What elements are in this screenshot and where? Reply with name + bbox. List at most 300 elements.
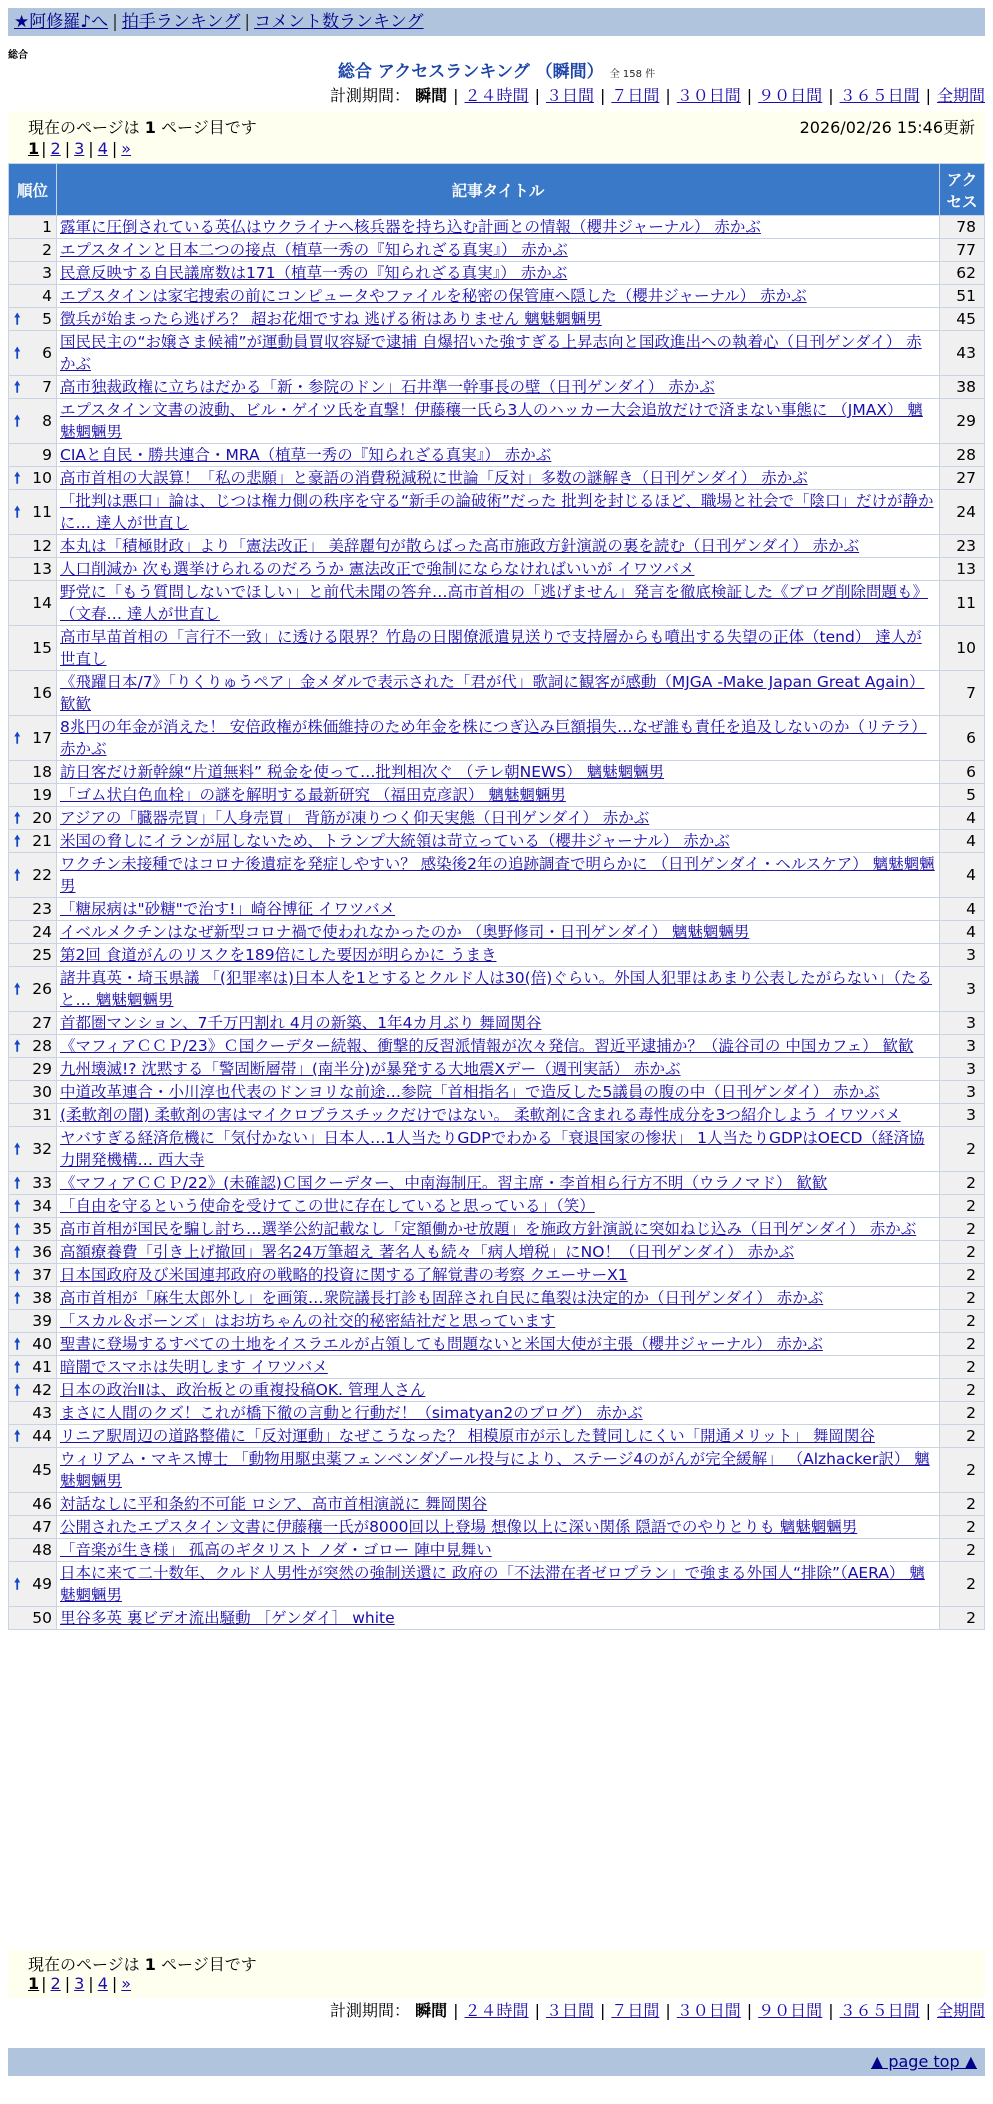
article-link[interactable]: まさに人間のクズ！これが橋下徹の言動と行動だ！（simatyan2のブログ） 赤かぶ (60, 1404, 643, 1422)
rank-cell (9, 1058, 57, 1081)
rank-number: 30 (32, 1083, 52, 1101)
period-current: 瞬間 (415, 86, 448, 105)
title-cell (57, 853, 940, 898)
article-link[interactable]: 公開されたエプスタイン文書に伊藤穰一氏が8000回以上登場 想像以上に深い関係 隠語でのやりとりも 魑魅魍魎男 (60, 1518, 858, 1536)
next-page-link[interactable]: » (121, 139, 132, 158)
access-count: 4 (940, 853, 985, 898)
rank-cell (9, 898, 57, 921)
article-link[interactable]: アジアの「臓器売買」「人身売買」 背筋が凍りつく仰天実態（日刊ゲンダイ） 赤かぶ (60, 809, 650, 827)
article-link[interactable]: 「自由を守るという使命を受けてこの世に存在していると思っている」（笑） (60, 1197, 595, 1215)
title-cell (57, 1035, 940, 1058)
rank-cell (9, 830, 57, 853)
rank-number: 17 (32, 729, 52, 747)
period-current: 瞬間 (415, 2001, 448, 2020)
article-link[interactable]: ヤバすぎる経済危機に「気付かない」日本人…1人当たりGDPでわかる「衰退国家の惨状」 1人当たりGDPはOECD（経済協力開発機構… 西大寺 (60, 1129, 925, 1169)
page-separator: | (41, 139, 47, 158)
column-header-title: 記事タイトル (57, 164, 940, 216)
access-count: 10 (940, 626, 985, 671)
table-row (9, 626, 985, 671)
article-link[interactable]: 日本国政府及び米国連邦政府の戦略的投資に関する了解覚書の考察 クエーサーX1 (60, 1266, 628, 1284)
period-separator: | (665, 86, 671, 105)
period-separator: | (534, 86, 540, 105)
rank-number: 35 (32, 1220, 52, 1238)
pager-bottom (8, 1950, 985, 1998)
article-link[interactable]: 対話なしに平和条約不可能 ロシア、高市首相演説に 舞岡関谷 (60, 1495, 488, 1513)
title-cell (57, 535, 940, 558)
access-count: 2 (940, 1356, 985, 1379)
rank-cell (9, 1241, 57, 1264)
access-count: 11 (940, 581, 985, 626)
page-link[interactable]: 2 (50, 1974, 61, 1993)
rank-number: 49 (32, 1575, 52, 1593)
rank-number: 45 (32, 1461, 52, 1479)
period-link[interactable]: ３０日間 (676, 2001, 741, 2020)
article-link[interactable]: 聖書に登場するすべての土地をイスラエルが占領しても問題ないと米国大使が主張（櫻井ジャーナル） 赤かぶ (60, 1335, 823, 1353)
access-count: 78 (940, 216, 985, 239)
rank-number: 22 (32, 866, 52, 884)
table-row (9, 262, 985, 285)
title-cell (57, 399, 940, 444)
title-cell (57, 376, 940, 399)
rank-cell (9, 1035, 57, 1058)
rank-cell (9, 558, 57, 581)
page-link[interactable]: 4 (97, 1974, 108, 1993)
title-cell (57, 1012, 940, 1035)
rank-cell (9, 716, 57, 761)
rank-number: 43 (32, 1404, 52, 1422)
rank-number: 34 (32, 1197, 52, 1215)
table-row (9, 581, 985, 626)
rank-cell (9, 581, 57, 626)
column-header-access: アクセス (940, 164, 985, 216)
access-count: 4 (940, 898, 985, 921)
article-link[interactable]: 本丸は「積極財政」より「憲法改正」 美辞麗句が散らばった高市施政方針演説の裏を読む（日刊ゲンダイ） 赤かぶ (60, 537, 860, 555)
article-link[interactable]: 高額療養費「引き上げ撤回」署名24万筆超え 著名人も続々「病人増税」にNO！（日刊ゲンダイ） 赤かぶ (60, 1243, 795, 1261)
period-link[interactable]: ３日間 (545, 86, 594, 105)
page-status-prefix: 現在のページは (28, 1955, 140, 1974)
column-header-rank: 順位 (9, 164, 57, 216)
rank-cell (9, 1562, 57, 1607)
rank-up-arrow-icon: 🠕 (14, 980, 21, 998)
rank-number: 8 (42, 412, 52, 430)
title-cell (57, 1539, 940, 1562)
rank-number: 21 (32, 832, 52, 850)
title-cell (57, 671, 940, 716)
title-cell (57, 1310, 940, 1333)
total-count: 全 158 件 (609, 69, 656, 80)
period-link[interactable]: ３６５日間 (839, 86, 920, 105)
article-link[interactable]: エプスタインと日本二つの接点（植草一秀の『知られざる真実』） 赤かぶ (60, 241, 568, 259)
period-link[interactable]: 全期間 (936, 2001, 985, 2020)
access-count: 2 (940, 1172, 985, 1195)
table-row (9, 1425, 985, 1448)
rank-number: 44 (32, 1427, 52, 1445)
table-row (9, 1081, 985, 1104)
table-row (9, 376, 985, 399)
access-count: 2 (940, 1448, 985, 1493)
table-row (9, 1012, 985, 1035)
access-count: 6 (940, 716, 985, 761)
period-link[interactable]: ３０日間 (676, 86, 741, 105)
access-count: 3 (940, 967, 985, 1012)
rank-up-arrow-icon: 🠕 (14, 469, 21, 487)
rank-up-arrow-icon: 🠕 (14, 1220, 21, 1238)
access-count: 3 (940, 944, 985, 967)
rank-up-arrow-icon: 🠕 (14, 1427, 21, 1445)
period-link[interactable]: ９０日間 (758, 2001, 823, 2020)
table-row (9, 1310, 985, 1333)
rank-cell (9, 1104, 57, 1127)
article-link[interactable]: 高市首相の大誤算！「私の悲願」と豪語の消費税減税に世論「反対」多数の謎解き（日刊ゲンダイ） 赤かぶ (60, 469, 808, 487)
table-row (9, 216, 985, 239)
table-row (9, 1218, 985, 1241)
title-cell (57, 967, 940, 1012)
period-link[interactable]: ３日間 (545, 2001, 594, 2020)
access-count: 2 (940, 1562, 985, 1607)
rank-number: 41 (32, 1358, 52, 1376)
rank-cell (9, 1264, 57, 1287)
rank-up-arrow-icon: 🠕 (14, 729, 21, 747)
article-link[interactable]: 中道改革連合・小川淳也代表のドンヨリな前途…参院「首相指名」で造反した5議員の腹の中（日刊ゲンダイ） 赤かぶ (60, 1083, 880, 1101)
table-row (9, 1195, 985, 1218)
rank-cell (9, 1012, 57, 1035)
access-count: 28 (940, 444, 985, 467)
table-row (9, 558, 985, 581)
page-current: 1 (28, 1974, 40, 1993)
title-cell (57, 1356, 940, 1379)
page-current: 1 (28, 139, 40, 158)
article-link[interactable]: リニア駅周辺の道路整備に「反対運動」なぜこうなった？ 相模原市が示した賛同しにくい「開通メリット」 舞岡関谷 (60, 1427, 875, 1445)
title-cell (57, 262, 940, 285)
article-link[interactable]: 高市首相が「麻生太郎外し」を画策…衆院議長打診も固辞され自民に亀裂は決定的か（日刊ゲンダイ） 赤かぶ (60, 1289, 824, 1307)
article-link[interactable]: 「音楽が生き様」 孤高のギタリスト ノダ・ゴロー 陣中見舞い (60, 1541, 492, 1559)
rank-cell (9, 467, 57, 490)
access-count: 2 (940, 1218, 985, 1241)
title-cell (57, 1058, 940, 1081)
table-row (9, 1516, 985, 1539)
pager-top (8, 111, 985, 163)
rank-cell (9, 262, 57, 285)
rank-cell (9, 285, 57, 308)
access-count: 38 (940, 376, 985, 399)
article-link[interactable]: ウィリアム・マキス博士 「動物用駆虫薬フェンベンダゾール投与により、ステージ4のがんが完全緩解」 （Alzhacker訳） 魑魅魍魎男 (60, 1450, 930, 1490)
table-row (9, 467, 985, 490)
rank-number: 14 (32, 594, 52, 612)
access-count: 2 (940, 1264, 985, 1287)
title-cell (57, 626, 940, 671)
rank-cell (9, 1607, 57, 1630)
period-link[interactable]: ９０日間 (758, 86, 823, 105)
table-row (9, 1035, 985, 1058)
article-link[interactable]: 日本に来て二十数年、クルド人男性が突然の強制送還に 政府の「不法滞在者ゼロプラン」で強まる外国人“排除”（AERA） 魑魅魍魎男 (60, 1564, 925, 1604)
title-cell (57, 581, 940, 626)
rank-number: 7 (42, 378, 52, 396)
page-status-suffix: ページ目です (161, 118, 257, 137)
comment-ranking-link[interactable]: コメント数ランキング (254, 12, 424, 32)
access-count: 2 (940, 1607, 985, 1630)
rank-cell (9, 761, 57, 784)
article-link[interactable]: 人口削減か 次も選挙けられるのだろうか 憲法改正で強制にならなければいいが イワツバメ (60, 560, 695, 578)
table-row (9, 967, 985, 1012)
title-cell (57, 1081, 940, 1104)
access-count: 4 (940, 830, 985, 853)
access-count: 5 (940, 784, 985, 807)
page-link[interactable]: 3 (74, 1974, 85, 1993)
rank-cell (9, 376, 57, 399)
period-separator: | (925, 2001, 931, 2020)
title-cell (57, 921, 940, 944)
title-cell (57, 1516, 940, 1539)
article-link[interactable]: イベルメクチンはなぜ新型コロナ禍で使われなかったのか （奥野修司・日刊ゲンダイ） 魑魅魍魎男 (60, 923, 750, 941)
article-link[interactable]: 8兆円の年金が消えた！ 安倍政権が株価維持のため年金を株につぎ込み巨額損失…なぜ誰も責任を追及しないのか（リテラ） 赤かぶ (60, 718, 927, 758)
rank-number: 20 (32, 809, 52, 827)
period-separator: | (746, 86, 753, 105)
table-row (9, 1379, 985, 1402)
rank-number: 10 (32, 469, 52, 487)
rank-number: 37 (32, 1266, 52, 1284)
next-page-link[interactable]: » (121, 1974, 132, 1993)
rank-up-arrow-icon: 🠕 (14, 1266, 21, 1284)
rank-cell (9, 1402, 57, 1425)
rank-cell (9, 784, 57, 807)
rank-cell (9, 944, 57, 967)
article-link[interactable]: 高市独裁政権に立ちはだかる「新・参院のドン」石井準一幹事長の壁（日刊ゲンダイ） 赤かぶ (60, 378, 715, 396)
table-row (9, 399, 985, 444)
title-cell (57, 490, 940, 535)
rank-number: 5 (42, 310, 52, 328)
title-cell (57, 1195, 940, 1218)
article-link[interactable]: 「糖尿病は"砂糖"で治す!」崎谷博征 イワツバメ (60, 900, 396, 918)
article-link[interactable]: 徴兵が始まったら逃げろ？ 超お花畑ですね 逃げる術はありません 魑魅魍魎男 (60, 310, 602, 328)
rank-cell (9, 967, 57, 1012)
period-link[interactable]: ７日間 (611, 86, 660, 105)
table-row (9, 1402, 985, 1425)
article-link[interactable]: エプスタイン文書の波動、ビル・ゲイツ氏を直撃！伊藤穰一氏ら3人のハッカー大会追放だけで済まない事態に （JMAX） 魑魅魍魎男 (60, 401, 923, 441)
title-cell (57, 807, 940, 830)
article-link[interactable]: 第2回 食道がんのリスクを189倍にした要因が明らかに うまき (60, 946, 497, 964)
article-link[interactable]: 《マフィアＣＣＰ/23》Ｃ国クーデター続報、衝撃的反習派情報が次々発信。習近平逮捕か？（澁谷司の 中国カフェ） 歓歓 (60, 1037, 914, 1055)
rank-cell (9, 1333, 57, 1356)
home-link[interactable]: ★阿修羅♪へ (14, 12, 109, 32)
access-count: 45 (940, 308, 985, 331)
title-cell (57, 1172, 940, 1195)
access-count: 2 (940, 1425, 985, 1448)
rank-number: 48 (32, 1541, 52, 1559)
article-link[interactable]: 《飛躍日本/7》「りくりゅうペア」金メダルで表示された「君が代」歌詞に観客が感動（MJGA -Make Japan Great Again） 歓歓 (60, 673, 925, 713)
article-link[interactable]: ワクチン未接種ではコロナ後遺症を発症しやすい？ 感染後2年の追跡調査で明らかに （日刊ゲンダイ・ヘルスケア） 魑魅魍魎男 (60, 855, 935, 895)
article-link[interactable]: 訪日客だけ新幹線“片道無料” 税金を使って…批判相次ぐ （テレ朝NEWS） 魑魅魍魎男 (60, 763, 665, 781)
rank-cell (9, 444, 57, 467)
title-cell (57, 1218, 940, 1241)
table-row (9, 898, 985, 921)
title-cell (57, 716, 940, 761)
period-link[interactable]: ２４時間 (464, 86, 529, 105)
article-link[interactable]: 高市首相が国民を騙し討ち…選挙公約記載なし「定額働かせ放題」を施政方針演説に突如ねじ込み（日刊ゲンダイ） 赤かぶ (60, 1220, 917, 1238)
period-separator: | (746, 2001, 753, 2020)
page-status-prefix: 現在のページは (28, 118, 140, 137)
table-row (9, 784, 985, 807)
title-cell (57, 761, 940, 784)
rank-number: 29 (32, 1060, 52, 1078)
title-cell (57, 1493, 940, 1516)
access-count: 3 (940, 1035, 985, 1058)
access-count: 3 (940, 1058, 985, 1081)
footer-bar (8, 2048, 985, 2076)
rank-cell (9, 1425, 57, 1448)
page-link[interactable]: 2 (50, 139, 61, 158)
rank-up-arrow-icon: 🠕 (14, 503, 21, 521)
article-link[interactable]: 「批判は悪口」論は、じつは権力側の秩序を守る“新手の論破術”だった 批判を封じるほど、職場と社会で「陰口」だけが静かに… 達人が世直し (60, 492, 934, 532)
rank-number: 1 (42, 218, 52, 236)
article-link[interactable]: エプスタインは家宅捜索の前にコンピュータやファイルを秘密の保管庫へ隠した（櫻井ジャーナル） 赤かぶ (60, 287, 807, 305)
title-cell (57, 1333, 940, 1356)
period-link[interactable]: 全期間 (936, 86, 985, 105)
rank-cell (9, 1379, 57, 1402)
table-row (9, 1287, 985, 1310)
article-link[interactable]: 里谷多英 裏ビデオ流出騒動 ［ゲンダイ］ white (60, 1609, 395, 1627)
article-link[interactable]: 米国の脅しにイランが屈しないため、トランプ大統領は苛立っている（櫻井ジャーナル） 赤かぶ (60, 832, 730, 850)
rank-number: 26 (32, 980, 52, 998)
page-top-link[interactable]: ▲ page top ▲ (870, 2052, 977, 2071)
rank-cell (9, 535, 57, 558)
rank-cell (9, 1195, 57, 1218)
rank-cell (9, 1493, 57, 1516)
period-separator: | (453, 2001, 459, 2020)
title-cell (57, 830, 940, 853)
table-row (9, 1172, 985, 1195)
access-count: 3 (940, 1012, 985, 1035)
article-link[interactable]: 暗闇でスマホは失明します イワツバメ (60, 1358, 328, 1376)
rank-number: 9 (42, 446, 52, 464)
access-count: 27 (940, 467, 985, 490)
table-row (9, 239, 985, 262)
article-link[interactable]: 民意反映する自民議席数は171（植草一秀の『知られざる真実』） 赤かぶ (60, 264, 568, 282)
rank-number: 12 (32, 537, 52, 555)
rank-number: 46 (32, 1495, 52, 1513)
rank-cell (9, 921, 57, 944)
rank-up-arrow-icon: 🠕 (14, 1289, 21, 1307)
rank-number: 42 (32, 1381, 52, 1399)
title-cell (57, 1241, 940, 1264)
table-row (9, 1127, 985, 1172)
access-count: 2 (940, 1379, 985, 1402)
page-title-area (0, 60, 993, 87)
table-row (9, 308, 985, 331)
rank-number: 27 (32, 1014, 52, 1032)
rank-number: 47 (32, 1518, 52, 1536)
rank-cell (9, 1448, 57, 1493)
rank-number: 11 (32, 503, 52, 521)
rank-cell (9, 308, 57, 331)
rank-up-arrow-icon: 🠕 (14, 1381, 21, 1399)
rank-number: 31 (32, 1106, 52, 1124)
title-cell (57, 898, 940, 921)
table-row (9, 1058, 985, 1081)
rank-number: 13 (32, 560, 52, 578)
rank-cell (9, 1218, 57, 1241)
table-row (9, 444, 985, 467)
page-links (28, 1974, 133, 1993)
article-link[interactable]: 《マフィアＣＣＰ/22》(未確認)Ｃ国クーデター、中南海制圧。習主席・李首相ら行方不明（ウラノマド） 歓歓 (60, 1174, 828, 1192)
article-link[interactable]: 首都圏マンション、7千万円割れ 4月の新築、1年4カ月ぶり 舞岡関谷 (60, 1014, 542, 1032)
period-link[interactable]: ２４時間 (464, 2001, 529, 2020)
article-link[interactable]: 「ゴム状白色血栓」の謎を解明する最新研究 （福田克彦訳） 魑魅魍魎男 (60, 786, 566, 804)
rank-number: 24 (32, 923, 52, 941)
rank-cell (9, 1172, 57, 1195)
access-count: 2 (940, 1402, 985, 1425)
period-separator: | (828, 2001, 834, 2020)
table-row (9, 761, 985, 784)
nav-separator: | (244, 12, 251, 32)
clap-ranking-link[interactable]: 拍手ランキング (121, 12, 241, 32)
access-count: 2 (940, 1516, 985, 1539)
access-count: 7 (940, 671, 985, 716)
table-row (9, 944, 985, 967)
table-row (9, 853, 985, 898)
rank-number: 50 (32, 1609, 52, 1627)
title-cell (57, 944, 940, 967)
period-separator: | (925, 86, 931, 105)
article-link[interactable]: 九州壊滅!? 沈黙する「警固断層帯」(南半分)が暴発する大地震Xデー（週刊実話） 赤かぶ (60, 1060, 681, 1078)
access-count: 29 (940, 399, 985, 444)
period-link[interactable]: ７日間 (611, 2001, 660, 2020)
access-count: 43 (940, 331, 985, 376)
access-count: 77 (940, 239, 985, 262)
table-row (9, 1562, 985, 1607)
page-status-suffix: ページ目です (161, 1955, 257, 1974)
title-cell (57, 331, 940, 376)
rank-number: 28 (32, 1037, 52, 1055)
article-link[interactable]: 国民民主の“お嬢さま候補”が運動員買収容疑で逮捕 自爆招いた強すぎる上昇志向と国政進出への執着心（日刊ゲンダイ） 赤かぶ (60, 333, 922, 373)
table-row (9, 490, 985, 535)
access-count: 2 (940, 1287, 985, 1310)
page-status (28, 115, 257, 138)
article-link[interactable]: 野党に「もう質問しないでほしい」と前代未聞の答弁…高市首相の「逃げません」発言を徹底検証した《ブログ削除問題も》（文春… 達人が世直し (60, 583, 929, 623)
title-cell (57, 1425, 940, 1448)
title-cell (57, 467, 940, 490)
rank-up-arrow-icon: 🠕 (14, 832, 21, 850)
update-timestamp: 2026/02/26 15:46更新 (799, 118, 975, 137)
article-link[interactable]: (柔軟剤の闇) 柔軟剤の害はマイクロプラスチックだけではない。 柔軟剤に含まれる毒性成分を3つ紹介しよう イワツバメ (60, 1106, 901, 1124)
page-link[interactable]: 4 (97, 139, 108, 158)
rank-up-arrow-icon: 🠕 (14, 1037, 21, 1055)
access-count: 4 (940, 921, 985, 944)
period-label: 計測期間： (330, 86, 411, 105)
article-link[interactable]: 「スカル＆ボーンズ」はお坊ちゃんの社交的秘密結社だと思っています (60, 1312, 556, 1330)
article-link[interactable]: 高市早苗首相の「言行不一致」に透ける限界？竹島の日閣僚派遣見送りで支持層からも噴出する失望の正体（tend） 達人が世直し (60, 628, 922, 668)
rank-up-arrow-icon: 🠕 (14, 1575, 21, 1593)
page-separator: | (88, 139, 94, 158)
title-cell (57, 308, 940, 331)
article-link[interactable]: CIAと自民・勝共連合・MRA（植草一秀の『知られざる真実』） 赤かぶ (60, 446, 552, 464)
page-status-current: 1 (144, 1955, 156, 1974)
page-separator: | (64, 1974, 71, 1993)
article-link[interactable]: 諸井真英・埼玉県議 「(犯罪率は)日本人を1とするとクルド人は30(倍)ぐらい。外国人犯罪はあまり公表したがらない」（たると… 魑魅魍魎男 (60, 969, 932, 1009)
rank-up-arrow-icon: 🠕 (14, 344, 21, 362)
period-link[interactable]: ３６５日間 (839, 2001, 920, 2020)
rank-up-arrow-icon: 🠕 (14, 1174, 21, 1192)
ranking-table (8, 163, 985, 1630)
rank-cell (9, 626, 57, 671)
page-link[interactable]: 3 (74, 139, 85, 158)
access-count: 2 (940, 1195, 985, 1218)
rank-number: 4 (42, 287, 52, 305)
article-link[interactable]: 日本の政治Ⅱは、政治板との重複投稿OK. 管理人さん (60, 1381, 426, 1399)
rank-cell (9, 1516, 57, 1539)
access-count: 62 (940, 262, 985, 285)
access-count: 6 (940, 761, 985, 784)
article-link[interactable]: 露軍に圧倒されている英仏はウクライナへ核兵器を持ち込む計画との情報（櫻井ジャーナル） 赤かぶ (60, 218, 761, 236)
